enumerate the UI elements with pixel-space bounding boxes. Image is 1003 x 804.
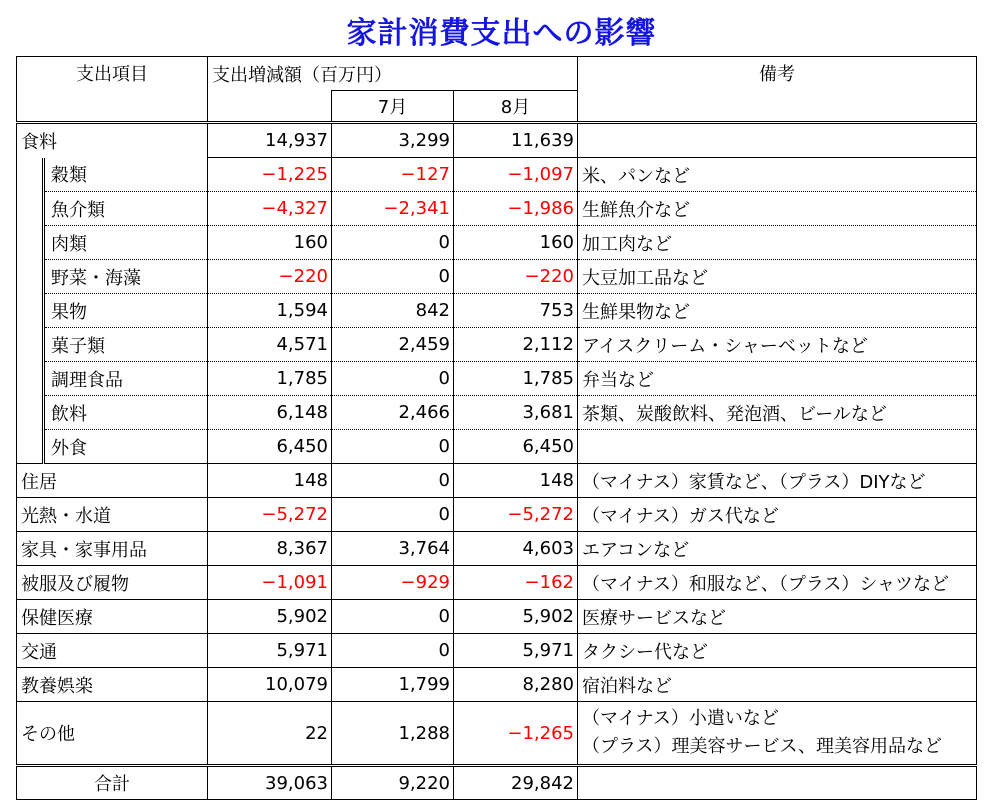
remark-cell (578, 430, 977, 464)
value-aug: 6,450 (454, 430, 578, 464)
total-value-total: 39,063 (208, 766, 332, 800)
table-row (17, 362, 977, 396)
value-total: 4,571 (208, 328, 332, 362)
table-row (17, 260, 977, 294)
value-jul: 0 (332, 362, 454, 396)
indent-cell (17, 362, 44, 396)
header-july: 7月 (332, 91, 454, 123)
item-name: 調理食品 (44, 362, 208, 396)
expenditure-table (16, 56, 977, 800)
value-aug: 11,639 (454, 123, 578, 158)
value-aug: 5,971 (454, 634, 578, 668)
value-jul: 0 (332, 498, 454, 532)
value-jul: 0 (332, 226, 454, 260)
total-value-jul: 9,220 (332, 766, 454, 800)
header-change: 支出増減額（百万円） (208, 57, 578, 91)
table-row (17, 600, 977, 634)
value-jul: 842 (332, 294, 454, 328)
remark-cell: （マイナス）家賃など、（プラス）DIYなど (578, 464, 977, 498)
value-jul: −127 (332, 158, 454, 192)
value-total: 1,594 (208, 294, 332, 328)
remark-cell: 大豆加工品など (578, 260, 977, 294)
value-aug: 2,112 (454, 328, 578, 362)
value-jul: 3,299 (332, 123, 454, 158)
value-aug: −220 (454, 260, 578, 294)
remark-cell: 生鮮果物など (578, 294, 977, 328)
value-jul: 3,764 (332, 532, 454, 566)
remark-cell: 米、パンなど (578, 158, 977, 192)
value-aug: 148 (454, 464, 578, 498)
remark-cell: （マイナス）ガス代など (578, 498, 977, 532)
item-name: 果物 (44, 294, 208, 328)
indent-cell (17, 260, 44, 294)
header-change-blank (208, 91, 332, 123)
total-row (17, 766, 977, 800)
remark-cell: 宿泊料など (578, 668, 977, 702)
item-name: 家具・家事用品 (17, 532, 208, 566)
value-total: −4,327 (208, 192, 332, 226)
table-row (17, 532, 977, 566)
table-row (17, 396, 977, 430)
value-jul: 0 (332, 464, 454, 498)
remark-line-2: （プラス）理美容サービス、理美容用品など (582, 736, 942, 757)
total-remark (578, 766, 977, 800)
value-total: 22 (208, 702, 332, 766)
value-jul: 2,459 (332, 328, 454, 362)
header-august: 8月 (454, 91, 578, 123)
table-row (17, 430, 977, 464)
indent-cell (17, 294, 44, 328)
remark-cell: アイスクリーム・シャーベットなど (578, 328, 977, 362)
value-aug: 753 (454, 294, 578, 328)
value-aug: −1,097 (454, 158, 578, 192)
value-aug: −1,986 (454, 192, 578, 226)
value-total: 6,450 (208, 430, 332, 464)
total-label: 合計 (17, 766, 208, 800)
table-row (17, 123, 977, 158)
table-row (17, 464, 977, 498)
header-remarks: 備考 (578, 57, 977, 123)
item-name: 菓子類 (44, 328, 208, 362)
value-aug: −5,272 (454, 498, 578, 532)
value-total: 148 (208, 464, 332, 498)
table-row (17, 566, 977, 600)
value-jul: 0 (332, 260, 454, 294)
item-name: 住居 (17, 464, 208, 498)
header-item: 支出項目 (17, 57, 208, 123)
remark-cell: 加工肉など (578, 226, 977, 260)
value-total: 8,367 (208, 532, 332, 566)
value-jul: 1,799 (332, 668, 454, 702)
table-row (17, 158, 977, 192)
table-body (17, 123, 977, 800)
indent-cell (17, 158, 44, 192)
value-jul: 1,288 (332, 702, 454, 766)
indent-cell (17, 226, 44, 260)
value-aug: 1,785 (454, 362, 578, 396)
item-name: 野菜・海藻 (44, 260, 208, 294)
remark-cell: 医療サービスなど (578, 600, 977, 634)
item-name: 被服及び履物 (17, 566, 208, 600)
value-jul: 0 (332, 634, 454, 668)
value-total: 5,971 (208, 634, 332, 668)
item-name: 光熱・水道 (17, 498, 208, 532)
table-row (17, 294, 977, 328)
value-jul: −2,341 (332, 192, 454, 226)
indent-cell (17, 430, 44, 464)
remark-cell (578, 702, 977, 766)
table-row (17, 226, 977, 260)
value-jul: −929 (332, 566, 454, 600)
item-name: 外食 (44, 430, 208, 464)
value-aug: 8,280 (454, 668, 578, 702)
value-total: 10,079 (208, 668, 332, 702)
remark-cell: エアコンなど (578, 532, 977, 566)
page-title: 家計消費支出への影響 (346, 16, 657, 51)
remark-cell: （マイナス）和服など、（プラス）シャツなど (578, 566, 977, 600)
item-name: 魚介類 (44, 192, 208, 226)
value-total: −1,225 (208, 158, 332, 192)
table-row (17, 328, 977, 362)
item-name: 飲料 (44, 396, 208, 430)
value-aug: −1,265 (454, 702, 578, 766)
value-aug: 4,603 (454, 532, 578, 566)
table-row (17, 634, 977, 668)
remark-cell: 弁当など (578, 362, 977, 396)
value-total: 5,902 (208, 600, 332, 634)
indent-cell (17, 192, 44, 226)
value-jul: 0 (332, 430, 454, 464)
remark-cell: 茶類、炭酸飲料、発泡酒、ビールなど (578, 396, 977, 430)
item-name: 教養娯楽 (17, 668, 208, 702)
indent-cell (17, 328, 44, 362)
table-row (17, 668, 977, 702)
value-jul: 2,466 (332, 396, 454, 430)
value-total: 14,937 (208, 123, 332, 158)
item-name: 保健医療 (17, 600, 208, 634)
table-row (17, 702, 977, 766)
item-name: 食料 (17, 123, 208, 158)
table-row (17, 498, 977, 532)
value-total: −5,272 (208, 498, 332, 532)
value-total: 6,148 (208, 396, 332, 430)
remark-cell: タクシー代など (578, 634, 977, 668)
total-value-aug: 29,842 (454, 766, 578, 800)
value-aug: 5,902 (454, 600, 578, 634)
value-aug: 160 (454, 226, 578, 260)
item-name: 肉類 (44, 226, 208, 260)
remark-cell (578, 123, 977, 158)
item-name: 穀類 (44, 158, 208, 192)
value-total: −1,091 (208, 566, 332, 600)
value-jul: 0 (332, 600, 454, 634)
value-total: 160 (208, 226, 332, 260)
value-total: 1,785 (208, 362, 332, 396)
value-aug: −162 (454, 566, 578, 600)
remark-cell: 生鮮魚介など (578, 192, 977, 226)
value-aug: 3,681 (454, 396, 578, 430)
item-name: その他 (17, 702, 208, 766)
table-row (17, 192, 977, 226)
value-total: −220 (208, 260, 332, 294)
item-name: 交通 (17, 634, 208, 668)
remark-line-1: （マイナス）小遣いなど (582, 708, 779, 729)
indent-cell (17, 396, 44, 430)
